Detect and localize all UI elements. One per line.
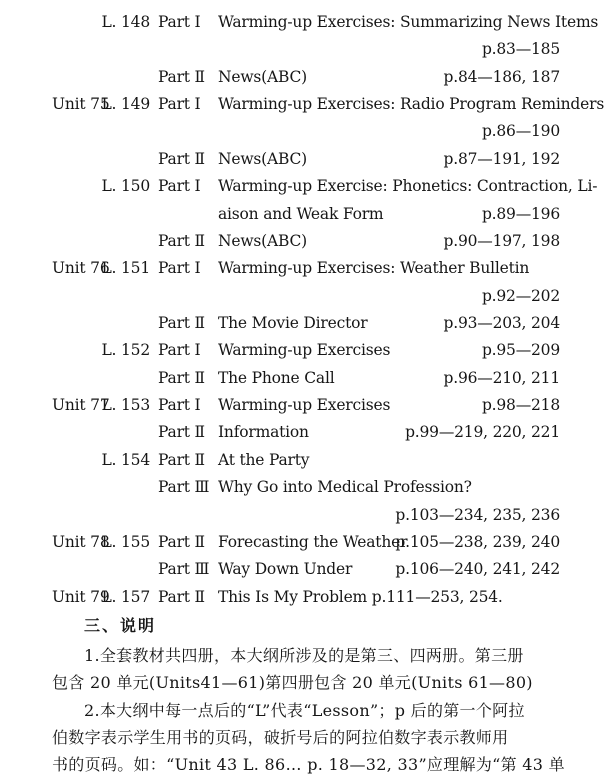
lesson-title: At the Party <box>218 451 310 469</box>
part-label: Part Ⅱ <box>158 588 205 606</box>
part-label: Part Ⅱ <box>158 533 205 551</box>
notes-paragraph-line: 2.本大纲中每一点后的“L”代表“Lesson”；p 后的第一个阿拉 <box>84 701 525 720</box>
part-label: Part Ⅱ <box>158 314 205 332</box>
lesson-title: The Phone Call <box>218 369 335 387</box>
page-reference: p.89—196 <box>481 205 560 223</box>
lesson-title: Information <box>218 423 309 441</box>
unit-number: Unit 79 <box>52 588 110 606</box>
page-reference: p.86—190 <box>481 122 560 140</box>
lesson-title: Warming-up Exercise: Phonetics: Contraction, Li- <box>218 177 598 195</box>
page-reference: p.98—218 <box>481 396 560 414</box>
page-reference: p.99—219, 220, 221 <box>405 423 560 441</box>
page-reference: p.96—210, 211 <box>443 369 560 387</box>
part-label: Part Ⅱ <box>158 423 205 441</box>
lesson-title: Warming-up Exercises <box>218 341 391 359</box>
unit-number: Unit 77 <box>52 396 110 414</box>
page-reference: p.93—203, 204 <box>443 314 560 332</box>
lesson-title: News(ABC) <box>218 150 307 168</box>
page-reference: p.106—240, 241, 242 <box>395 560 560 578</box>
lesson-number: L. 151 <box>101 259 150 277</box>
part-label: Part Ⅱ <box>158 451 205 469</box>
unit-number: Unit 76 <box>52 259 110 277</box>
part-label: Part Ⅰ <box>158 259 201 277</box>
unit-number: Unit 78 <box>52 533 110 551</box>
page-reference: p.90—197, 198 <box>443 232 560 250</box>
part-label: Part Ⅱ <box>158 150 205 168</box>
page-reference: p.92—202 <box>481 287 560 305</box>
notes-paragraph-line: 1.全套教材共四册，本大纲所涉及的是第三、四两册。第三册 <box>84 646 524 665</box>
part-label: Part Ⅰ <box>158 396 201 414</box>
notes-heading: 三、说明 <box>84 616 157 635</box>
lesson-title: Warming-up Exercises: Summarizing News Items <box>218 13 599 31</box>
page-reference: p.87—191, 192 <box>443 150 560 168</box>
lesson-title: Warming-up Exercises: Radio Program Reminders <box>218 95 605 113</box>
lesson-title: The Movie Director <box>218 314 368 332</box>
part-label: Part Ⅰ <box>158 95 201 113</box>
lesson-number: L. 150 <box>101 177 150 195</box>
part-label: Part Ⅰ <box>158 177 201 195</box>
lesson-number: L. 155 <box>101 533 150 551</box>
lesson-title: This Is My Problem p.111—253, 254. <box>218 588 503 606</box>
page-reference: p.95—209 <box>481 341 560 359</box>
lesson-title: aison and Weak Form <box>218 205 384 223</box>
lesson-number: L. 149 <box>101 95 150 113</box>
part-label: Part Ⅰ <box>158 341 201 359</box>
part-label: Part Ⅲ <box>158 478 210 496</box>
lesson-title: News(ABC) <box>218 68 307 86</box>
part-label: Part Ⅱ <box>158 68 205 86</box>
page-reference: p.84—186, 187 <box>443 68 560 86</box>
notes-paragraph-line: 伯数字表示学生用书的页码，破折号后的阿拉伯数字表示教师用 <box>52 728 509 747</box>
lesson-title: Warming-up Exercises <box>218 396 391 414</box>
lesson-title: News(ABC) <box>218 232 307 250</box>
lesson-title: Way Down Under <box>218 560 353 578</box>
lesson-number: L. 153 <box>101 396 150 414</box>
page-reference: p.105—238, 239, 240 <box>395 533 560 551</box>
part-label: Part Ⅰ <box>158 13 201 31</box>
part-label: Part Ⅱ <box>158 369 205 387</box>
lesson-number: L. 157 <box>101 588 150 606</box>
lesson-number: L. 152 <box>101 341 150 359</box>
lesson-number: L. 154 <box>101 451 150 469</box>
unit-number: Unit 75 <box>52 95 110 113</box>
lesson-title: Warming-up Exercises: Weather Bulletin <box>218 259 530 277</box>
lesson-title: Forecasting the Weather <box>218 533 408 551</box>
lesson-number: L. 148 <box>101 13 150 31</box>
lesson-title: Why Go into Medical Profession? <box>218 478 472 496</box>
page-reference: p.103—234, 235, 236 <box>395 506 560 524</box>
part-label: Part Ⅲ <box>158 560 210 578</box>
part-label: Part Ⅱ <box>158 232 205 250</box>
notes-paragraph-line: 书的页码。如：“Unit 43 L. 86… p. 18—32, 33”应理解为“第 43 单 <box>52 755 565 774</box>
page-reference: p.83—185 <box>481 40 560 58</box>
notes-paragraph-line: 包含 20 单元(Units41—61)第四册包含 20 单元(Units 61—80) <box>52 673 533 692</box>
